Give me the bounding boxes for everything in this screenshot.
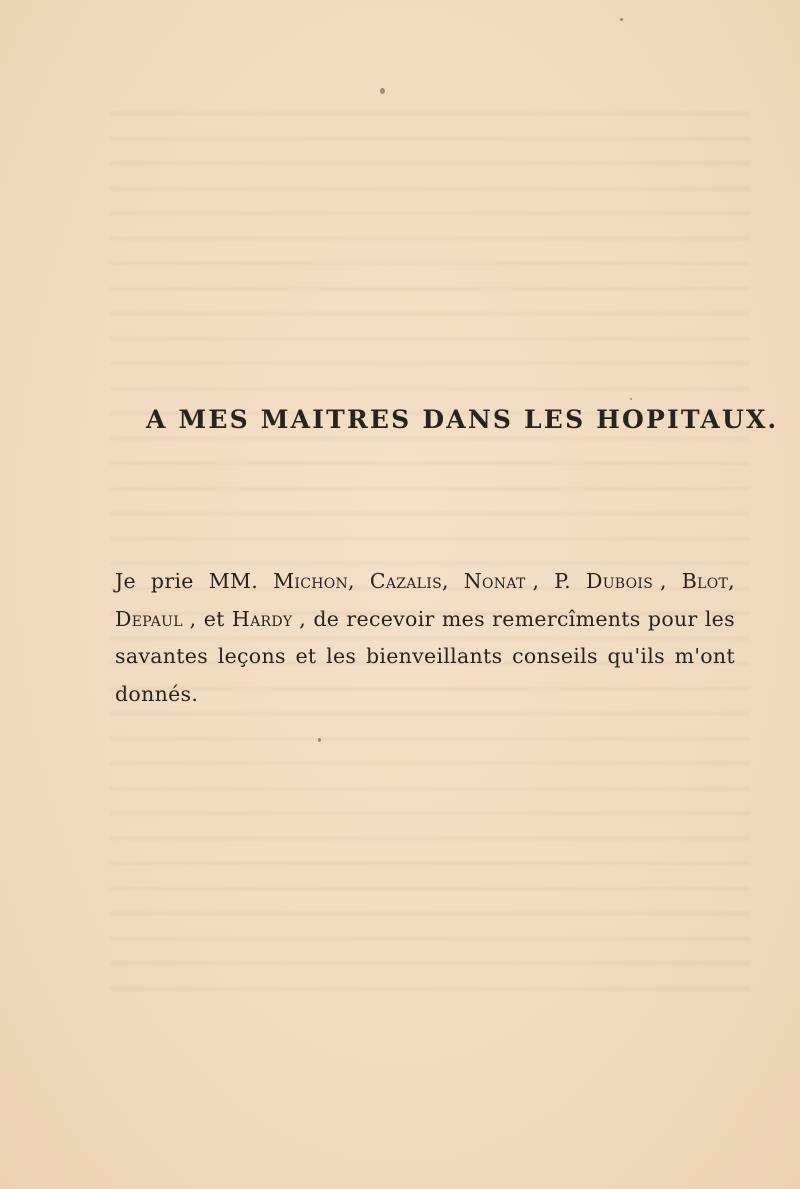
word: prie [150, 569, 194, 593]
word: conseils [512, 644, 598, 668]
word: les [326, 644, 357, 668]
word: de [313, 606, 340, 631]
name-michon: Michon, [273, 569, 355, 593]
word: et [295, 644, 317, 668]
word: qu'ils [607, 644, 665, 668]
paragraph-line-4: donnés. [115, 681, 199, 706]
word: bienveillants [365, 644, 503, 668]
word: MM. [208, 569, 259, 593]
word: Je [115, 569, 136, 593]
word: recevoir [346, 606, 435, 631]
name-blot: Blot, [681, 569, 735, 593]
paragraph-line-1 [115, 563, 735, 601]
paragraph-line-2 [115, 601, 735, 639]
dedication-heading: A MES MAITRES DANS LES HOPITAUX. [146, 405, 779, 434]
paragraph-line-3 [115, 638, 735, 676]
show-through-texture [110, 90, 779, 990]
word: mes [441, 606, 485, 631]
name-depaul: Depaul , [115, 606, 197, 631]
word: leçons [217, 644, 286, 668]
word: pour [647, 606, 698, 631]
word: et [203, 606, 225, 631]
word: remercîments [492, 606, 641, 631]
name-cazalis: Cazalis, [369, 569, 449, 593]
word: les [704, 606, 735, 631]
dedication-paragraph [115, 563, 735, 713]
word: P. [554, 569, 571, 593]
name-nonat: Nonat , [463, 569, 540, 593]
name-hardy: Hardy , [231, 606, 307, 631]
word: m'ont [674, 644, 735, 668]
name-dubois: Dubois , [585, 569, 667, 593]
word: savantes [115, 644, 209, 668]
